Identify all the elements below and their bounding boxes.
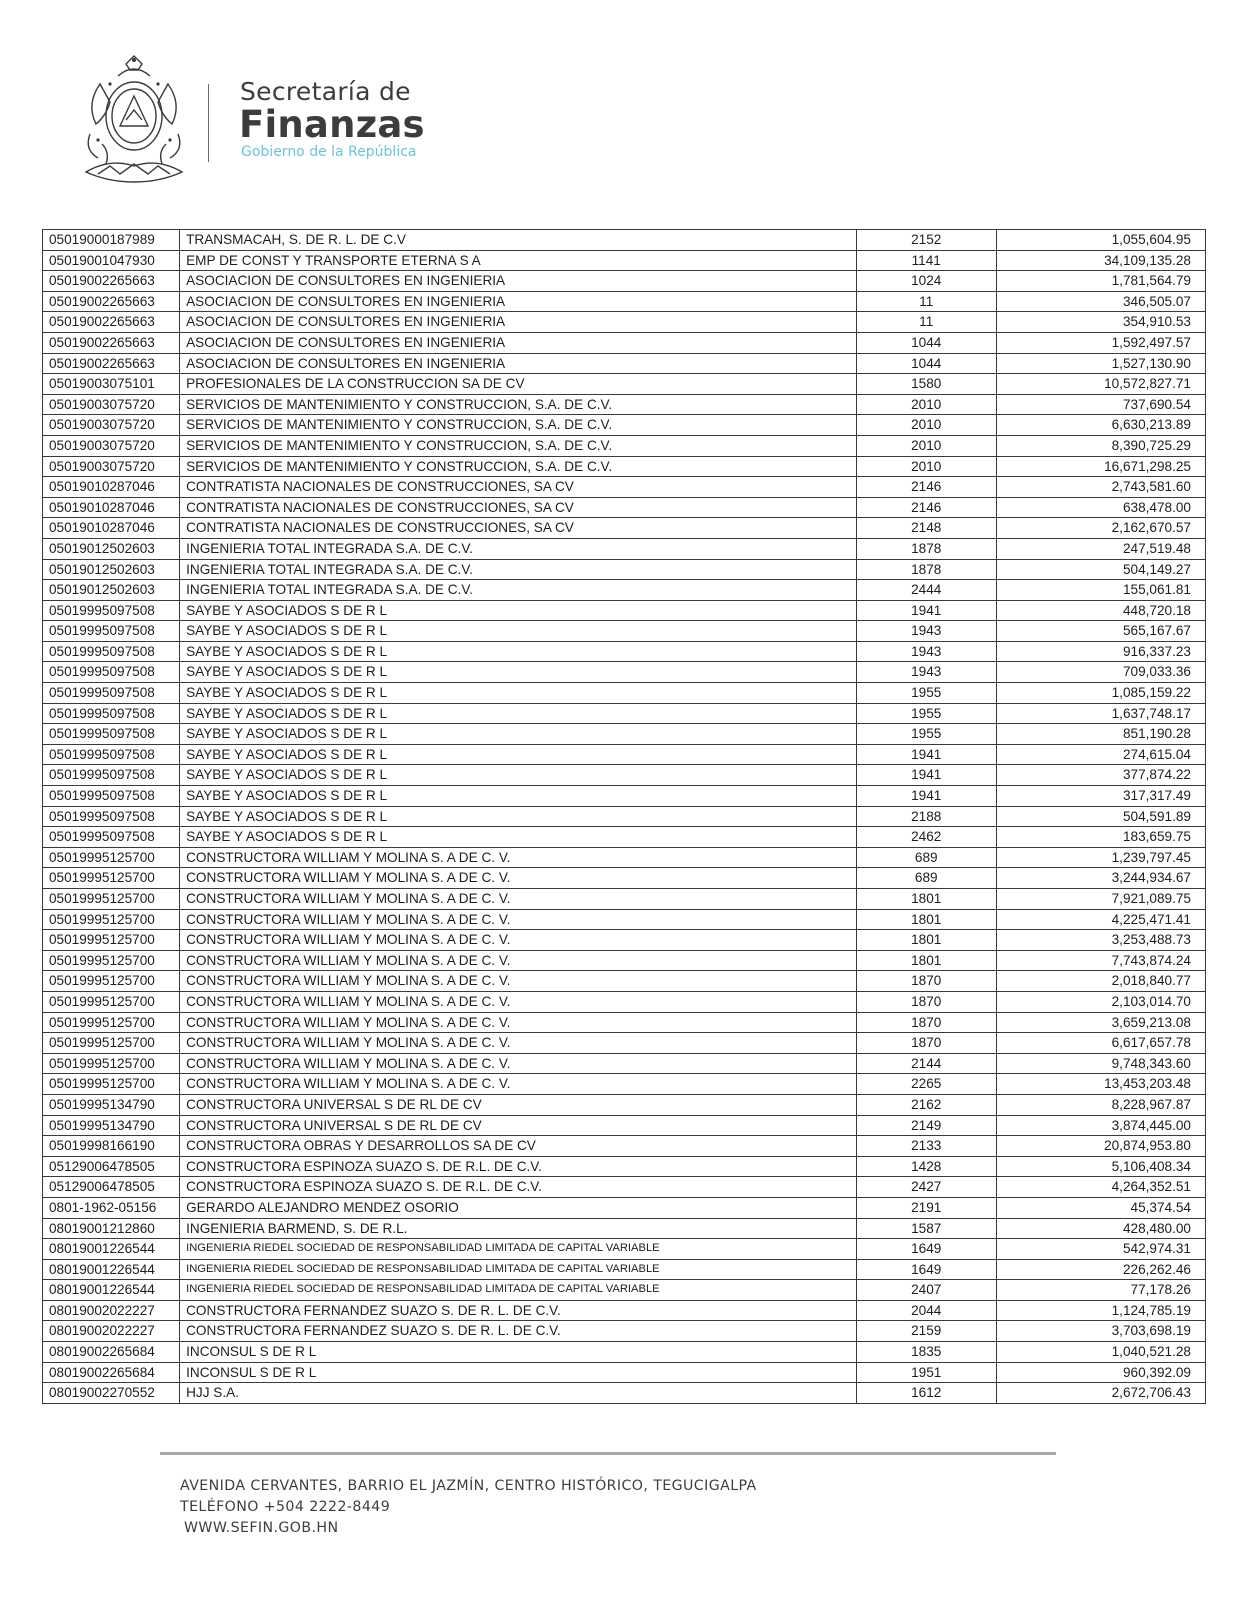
amount-cell: 2,018,840.77 — [996, 971, 1205, 992]
rtn-cell: 08019002270552 — [43, 1383, 180, 1404]
header-divider — [208, 84, 209, 162]
amount-cell: 709,033.36 — [996, 662, 1205, 683]
rtn-cell: 05019010287046 — [43, 497, 180, 518]
table-row — [43, 765, 1206, 786]
company-name-cell: INGENIERIA TOTAL INTEGRADA S.A. DE C.V. — [180, 580, 857, 601]
rtn-cell: 05019003075720 — [43, 394, 180, 415]
table-row — [43, 497, 1206, 518]
company-name-cell: ASOCIACION DE CONSULTORES EN INGENIERIA — [180, 271, 857, 292]
rtn-cell: 05019002265663 — [43, 353, 180, 374]
rtn-cell: 05019995134790 — [43, 1094, 180, 1115]
company-name-cell: CONSTRUCTORA WILLIAM Y MOLINA S. A DE C. V. — [180, 868, 857, 889]
code-cell: 1801 — [856, 950, 996, 971]
table-row — [43, 415, 1206, 436]
amount-cell: 960,392.09 — [996, 1362, 1205, 1383]
rtn-cell: 05019995097508 — [43, 786, 180, 807]
table-row — [43, 271, 1206, 292]
table-row — [43, 847, 1206, 868]
footer-divider — [160, 1452, 1056, 1455]
code-cell: 1955 — [856, 683, 996, 704]
rtn-cell: 05019010287046 — [43, 518, 180, 539]
code-cell: 1870 — [856, 971, 996, 992]
code-cell: 11 — [856, 291, 996, 312]
rtn-cell: 08019002265684 — [43, 1362, 180, 1383]
brand-line-1: Secretaría de — [240, 77, 411, 106]
amount-cell: 2,103,014.70 — [996, 991, 1205, 1012]
rtn-cell: 05129006478505 — [43, 1177, 180, 1198]
amount-cell: 2,162,670.57 — [996, 518, 1205, 539]
code-cell: 1580 — [856, 374, 996, 395]
company-name-cell: CONTRATISTA NACIONALES DE CONSTRUCCIONES, SA CV — [180, 518, 857, 539]
code-cell: 1649 — [856, 1239, 996, 1260]
rtn-cell: 05019002265663 — [43, 271, 180, 292]
code-cell: 1941 — [856, 744, 996, 765]
company-name-cell: CONSTRUCTORA FERNANDEZ SUAZO S. DE R. L. DE C.V. — [180, 1321, 857, 1342]
company-name-cell: INGENIERIA RIEDEL SOCIEDAD DE RESPONSABILIDAD LIMITADA DE CAPITAL VARIABLE — [180, 1280, 857, 1301]
table-row — [43, 1177, 1206, 1198]
amount-cell: 1,592,497.57 — [996, 332, 1205, 353]
code-cell: 1801 — [856, 909, 996, 930]
table-row — [43, 1383, 1206, 1404]
company-name-cell: EMP DE CONST Y TRANSPORTE ETERNA S A — [180, 250, 857, 271]
rtn-cell: 08019001226544 — [43, 1259, 180, 1280]
table-row — [43, 600, 1206, 621]
company-name-cell: CONSTRUCTORA WILLIAM Y MOLINA S. A DE C. V. — [180, 971, 857, 992]
amount-cell: 20,874,953.80 — [996, 1136, 1205, 1157]
rtn-cell: 05019995125700 — [43, 1074, 180, 1095]
company-name-cell: CONSTRUCTORA FERNANDEZ SUAZO S. DE R. L. DE C.V. — [180, 1300, 857, 1321]
rtn-cell: 05019003075101 — [43, 374, 180, 395]
amount-cell: 565,167.67 — [996, 621, 1205, 642]
table-row — [43, 332, 1206, 353]
amount-cell: 737,690.54 — [996, 394, 1205, 415]
code-cell: 1941 — [856, 765, 996, 786]
company-name-cell: CONSTRUCTORA WILLIAM Y MOLINA S. A DE C. V. — [180, 909, 857, 930]
code-cell: 1044 — [856, 353, 996, 374]
footer-address: AVENIDA CERVANTES, BARRIO EL JAZMÍN, CENTRO HISTÓRICO, TEGUCIGALPA — [180, 1478, 757, 1494]
rtn-cell: 05019012502603 — [43, 538, 180, 559]
amount-cell: 5,106,408.34 — [996, 1156, 1205, 1177]
rtn-cell: 05019995097508 — [43, 744, 180, 765]
amount-cell: 6,630,213.89 — [996, 415, 1205, 436]
rtn-cell: 05019995097508 — [43, 765, 180, 786]
rtn-cell: 05019995125700 — [43, 847, 180, 868]
table-row — [43, 435, 1206, 456]
amount-cell: 916,337.23 — [996, 641, 1205, 662]
rtn-cell: 05019995097508 — [43, 662, 180, 683]
table-row — [43, 683, 1206, 704]
table-row — [43, 1033, 1206, 1054]
company-name-cell: CONSTRUCTORA UNIVERSAL S DE RL DE CV — [180, 1115, 857, 1136]
rtn-cell: 05019995125700 — [43, 1053, 180, 1074]
company-name-cell: SAYBE Y ASOCIADOS S DE R L — [180, 827, 857, 848]
rtn-cell: 05019995125700 — [43, 909, 180, 930]
table-row — [43, 1280, 1206, 1301]
rtn-cell: 05129006478505 — [43, 1156, 180, 1177]
rtn-cell: 08019002265684 — [43, 1342, 180, 1363]
amount-cell: 8,228,967.87 — [996, 1094, 1205, 1115]
rtn-cell: 05019995125700 — [43, 868, 180, 889]
amount-cell: 155,061.81 — [996, 580, 1205, 601]
table-row — [43, 786, 1206, 807]
table-row — [43, 1012, 1206, 1033]
code-cell: 2149 — [856, 1115, 996, 1136]
code-cell: 2188 — [856, 806, 996, 827]
table-row — [43, 889, 1206, 910]
table-row — [43, 580, 1206, 601]
code-cell: 1943 — [856, 662, 996, 683]
table-body — [43, 230, 1206, 1404]
amount-cell: 1,055,604.95 — [996, 230, 1205, 251]
footer-phone: TELÉFONO +504 2222-8449 — [180, 1499, 391, 1515]
amount-cell: 3,703,698.19 — [996, 1321, 1205, 1342]
rtn-cell: 05019995097508 — [43, 600, 180, 621]
company-name-cell: SAYBE Y ASOCIADOS S DE R L — [180, 600, 857, 621]
code-cell: 1649 — [856, 1259, 996, 1280]
company-name-cell: GERARDO ALEJANDRO MENDEZ OSORIO — [180, 1197, 857, 1218]
amount-cell: 7,743,874.24 — [996, 950, 1205, 971]
code-cell: 2010 — [856, 435, 996, 456]
code-cell: 1955 — [856, 703, 996, 724]
code-cell: 2146 — [856, 497, 996, 518]
rtn-cell: 05019012502603 — [43, 559, 180, 580]
amount-cell: 274,615.04 — [996, 744, 1205, 765]
amount-cell: 1,085,159.22 — [996, 683, 1205, 704]
table-row — [43, 1239, 1206, 1260]
code-cell: 11 — [856, 312, 996, 333]
rtn-cell: 05019998166190 — [43, 1136, 180, 1157]
company-name-cell: CONSTRUCTORA WILLIAM Y MOLINA S. A DE C. V. — [180, 1074, 857, 1095]
company-name-cell: ASOCIACION DE CONSULTORES EN INGENIERIA — [180, 291, 857, 312]
company-name-cell: TRANSMACAH, S. DE R. L. DE C.V — [180, 230, 857, 251]
company-name-cell: SERVICIOS DE MANTENIMIENTO Y CONSTRUCCION, S.A. DE C.V. — [180, 435, 857, 456]
table-row — [43, 744, 1206, 765]
table-row — [43, 538, 1206, 559]
table-row — [43, 1218, 1206, 1239]
rtn-cell: 05019003075720 — [43, 415, 180, 436]
company-name-cell: CONSTRUCTORA OBRAS Y DESARROLLOS SA DE CV — [180, 1136, 857, 1157]
table-row — [43, 1259, 1206, 1280]
table-row — [43, 1053, 1206, 1074]
code-cell: 2010 — [856, 415, 996, 436]
table-row — [43, 806, 1206, 827]
table-row — [43, 930, 1206, 951]
rtn-cell: 05019995097508 — [43, 724, 180, 745]
code-cell: 2444 — [856, 580, 996, 601]
code-cell: 1878 — [856, 538, 996, 559]
company-name-cell: HJJ S.A. — [180, 1383, 857, 1404]
table-row — [43, 477, 1206, 498]
table-row — [43, 1321, 1206, 1342]
amount-cell: 2,743,581.60 — [996, 477, 1205, 498]
code-cell: 1941 — [856, 600, 996, 621]
company-name-cell: SAYBE Y ASOCIADOS S DE R L — [180, 621, 857, 642]
code-cell: 1024 — [856, 271, 996, 292]
company-name-cell: CONSTRUCTORA ESPINOZA SUAZO S. DE R.L. DE C.V. — [180, 1177, 857, 1198]
company-name-cell: SAYBE Y ASOCIADOS S DE R L — [180, 744, 857, 765]
company-name-cell: INGENIERIA TOTAL INTEGRADA S.A. DE C.V. — [180, 538, 857, 559]
table-row — [43, 374, 1206, 395]
amount-cell: 10,572,827.71 — [996, 374, 1205, 395]
company-name-cell: INGENIERIA RIEDEL SOCIEDAD DE RESPONSABILIDAD LIMITADA DE CAPITAL VARIABLE — [180, 1259, 857, 1280]
rtn-cell: 05019995097508 — [43, 621, 180, 642]
amount-cell: 542,974.31 — [996, 1239, 1205, 1260]
rtn-cell: 05019995125700 — [43, 950, 180, 971]
company-name-cell: CONSTRUCTORA WILLIAM Y MOLINA S. A DE C. V. — [180, 950, 857, 971]
company-name-cell: SAYBE Y ASOCIADOS S DE R L — [180, 806, 857, 827]
table-row — [43, 703, 1206, 724]
company-name-cell: CONSTRUCTORA WILLIAM Y MOLINA S. A DE C. V. — [180, 1053, 857, 1074]
table-row — [43, 868, 1206, 889]
rtn-cell: 05019002265663 — [43, 312, 180, 333]
company-name-cell: CONSTRUCTORA WILLIAM Y MOLINA S. A DE C. V. — [180, 847, 857, 868]
code-cell: 1428 — [856, 1156, 996, 1177]
amount-cell: 9,748,343.60 — [996, 1053, 1205, 1074]
amount-cell: 3,253,488.73 — [996, 930, 1205, 951]
rtn-cell: 05019995125700 — [43, 1012, 180, 1033]
table-row — [43, 641, 1206, 662]
table-row — [43, 991, 1206, 1012]
amount-cell: 247,519.48 — [996, 538, 1205, 559]
rtn-cell: 05019000187989 — [43, 230, 180, 251]
company-name-cell: CONSTRUCTORA ESPINOZA SUAZO S. DE R.L. DE C.V. — [180, 1156, 857, 1177]
amount-cell: 7,921,089.75 — [996, 889, 1205, 910]
table-row — [43, 724, 1206, 745]
code-cell: 1870 — [856, 1033, 996, 1054]
table-row — [43, 621, 1206, 642]
code-cell: 1878 — [856, 559, 996, 580]
company-name-cell: SERVICIOS DE MANTENIMIENTO Y CONSTRUCCION, S.A. DE C.V. — [180, 415, 857, 436]
company-name-cell: SAYBE Y ASOCIADOS S DE R L — [180, 683, 857, 704]
company-name-cell: CONSTRUCTORA WILLIAM Y MOLINA S. A DE C. V. — [180, 1033, 857, 1054]
amount-cell: 354,910.53 — [996, 312, 1205, 333]
brand-subtitle: Gobierno de la República — [241, 144, 417, 160]
rtn-cell: 08019002022227 — [43, 1300, 180, 1321]
table-row — [43, 950, 1206, 971]
rtn-cell: 05019995125700 — [43, 930, 180, 951]
code-cell: 1141 — [856, 250, 996, 271]
company-name-cell: CONSTRUCTORA WILLIAM Y MOLINA S. A DE C. V. — [180, 991, 857, 1012]
code-cell: 2152 — [856, 230, 996, 251]
amount-cell: 13,453,203.48 — [996, 1074, 1205, 1095]
code-cell: 2010 — [856, 456, 996, 477]
rtn-cell: 05019995097508 — [43, 641, 180, 662]
table-row — [43, 827, 1206, 848]
amount-cell: 34,109,135.28 — [996, 250, 1205, 271]
amount-cell: 504,591.89 — [996, 806, 1205, 827]
table-row — [43, 353, 1206, 374]
code-cell: 1951 — [856, 1362, 996, 1383]
amount-cell: 77,178.26 — [996, 1280, 1205, 1301]
amount-cell: 1,124,785.19 — [996, 1300, 1205, 1321]
rtn-cell: 05019995097508 — [43, 806, 180, 827]
amount-cell: 16,671,298.25 — [996, 456, 1205, 477]
code-cell: 1941 — [856, 786, 996, 807]
company-name-cell: SAYBE Y ASOCIADOS S DE R L — [180, 641, 857, 662]
table-row — [43, 1342, 1206, 1363]
amount-cell: 6,617,657.78 — [996, 1033, 1205, 1054]
amount-cell: 638,478.00 — [996, 497, 1205, 518]
code-cell: 1955 — [856, 724, 996, 745]
company-name-cell: INGENIERIA BARMEND, S. DE R.L. — [180, 1218, 857, 1239]
company-name-cell: SAYBE Y ASOCIADOS S DE R L — [180, 765, 857, 786]
table-row — [43, 518, 1206, 539]
code-cell: 2146 — [856, 477, 996, 498]
amount-cell: 851,190.28 — [996, 724, 1205, 745]
amount-cell: 504,149.27 — [996, 559, 1205, 580]
amount-cell: 1,527,130.90 — [996, 353, 1205, 374]
code-cell: 2144 — [856, 1053, 996, 1074]
amount-cell: 1,781,564.79 — [996, 271, 1205, 292]
table-row — [43, 1156, 1206, 1177]
amount-cell: 3,659,213.08 — [996, 1012, 1205, 1033]
table-row — [43, 394, 1206, 415]
company-name-cell: ASOCIACION DE CONSULTORES EN INGENIERIA — [180, 312, 857, 333]
rtn-cell: 05019002265663 — [43, 332, 180, 353]
table-row — [43, 291, 1206, 312]
company-name-cell: CONSTRUCTORA WILLIAM Y MOLINA S. A DE C. V. — [180, 1012, 857, 1033]
code-cell: 1835 — [856, 1342, 996, 1363]
table-row — [43, 1115, 1206, 1136]
code-cell: 1044 — [856, 332, 996, 353]
company-name-cell: SERVICIOS DE MANTENIMIENTO Y CONSTRUCCION, S.A. DE C.V. — [180, 394, 857, 415]
contractor-payments-table — [42, 229, 1206, 1404]
table-row — [43, 909, 1206, 930]
amount-cell: 428,480.00 — [996, 1218, 1205, 1239]
company-name-cell: INCONSUL S DE R L — [180, 1362, 857, 1383]
code-cell: 1943 — [856, 641, 996, 662]
code-cell: 1870 — [856, 991, 996, 1012]
rtn-cell: 05019995125700 — [43, 971, 180, 992]
company-name-cell: SAYBE Y ASOCIADOS S DE R L — [180, 724, 857, 745]
company-name-cell: CONSTRUCTORA WILLIAM Y MOLINA S. A DE C. V. — [180, 930, 857, 951]
amount-cell: 8,390,725.29 — [996, 435, 1205, 456]
amount-cell: 346,505.07 — [996, 291, 1205, 312]
company-name-cell: INGENIERIA RIEDEL SOCIEDAD DE RESPONSABILIDAD LIMITADA DE CAPITAL VARIABLE — [180, 1239, 857, 1260]
code-cell: 689 — [856, 868, 996, 889]
code-cell: 2044 — [856, 1300, 996, 1321]
amount-cell: 448,720.18 — [996, 600, 1205, 621]
code-cell: 2407 — [856, 1280, 996, 1301]
code-cell: 2462 — [856, 827, 996, 848]
rtn-cell: 05019010287046 — [43, 477, 180, 498]
company-name-cell: CONTRATISTA NACIONALES DE CONSTRUCCIONES, SA CV — [180, 497, 857, 518]
company-name-cell: PROFESIONALES DE LA CONSTRUCCION SA DE CV — [180, 374, 857, 395]
amount-cell: 3,244,934.67 — [996, 868, 1205, 889]
brand-title: Finanzas — [239, 103, 425, 146]
code-cell: 2148 — [856, 518, 996, 539]
code-cell: 2133 — [856, 1136, 996, 1157]
rtn-cell: 05019995097508 — [43, 703, 180, 724]
code-cell: 1943 — [856, 621, 996, 642]
code-cell: 2427 — [856, 1177, 996, 1198]
rtn-cell: 05019995134790 — [43, 1115, 180, 1136]
rtn-cell: 05019002265663 — [43, 291, 180, 312]
company-name-cell: SAYBE Y ASOCIADOS S DE R L — [180, 786, 857, 807]
rtn-cell: 05019995125700 — [43, 991, 180, 1012]
rtn-cell: 0801-1962-05156 — [43, 1197, 180, 1218]
code-cell: 2159 — [856, 1321, 996, 1342]
amount-cell: 317,317.49 — [996, 786, 1205, 807]
code-cell: 1612 — [856, 1383, 996, 1404]
amount-cell: 226,262.46 — [996, 1259, 1205, 1280]
company-name-cell: CONSTRUCTORA WILLIAM Y MOLINA S. A DE C. V. — [180, 889, 857, 910]
table-row — [43, 1094, 1206, 1115]
table-row — [43, 250, 1206, 271]
company-name-cell: INGENIERIA TOTAL INTEGRADA S.A. DE C.V. — [180, 559, 857, 580]
rtn-cell: 05019001047930 — [43, 250, 180, 271]
code-cell: 2162 — [856, 1094, 996, 1115]
rtn-cell: 05019003075720 — [43, 456, 180, 477]
company-name-cell: SAYBE Y ASOCIADOS S DE R L — [180, 662, 857, 683]
footer-website: WWW.SEFIN.GOB.HN — [184, 1520, 339, 1536]
table-row — [43, 1362, 1206, 1383]
code-cell: 1870 — [856, 1012, 996, 1033]
code-cell: 689 — [856, 847, 996, 868]
amount-cell: 4,264,352.51 — [996, 1177, 1205, 1198]
rtn-cell: 05019003075720 — [43, 435, 180, 456]
amount-cell: 4,225,471.41 — [996, 909, 1205, 930]
rtn-cell: 05019995097508 — [43, 827, 180, 848]
company-name-cell: INCONSUL S DE R L — [180, 1342, 857, 1363]
code-cell: 1801 — [856, 930, 996, 951]
table-row — [43, 1136, 1206, 1157]
amount-cell: 183,659.75 — [996, 827, 1205, 848]
rtn-cell: 08019002022227 — [43, 1321, 180, 1342]
table-row — [43, 456, 1206, 477]
rtn-cell: 08019001212860 — [43, 1218, 180, 1239]
code-cell: 2010 — [856, 394, 996, 415]
amount-cell: 377,874.22 — [996, 765, 1205, 786]
company-name-cell: SERVICIOS DE MANTENIMIENTO Y CONSTRUCCION, S.A. DE C.V. — [180, 456, 857, 477]
table-row — [43, 1300, 1206, 1321]
table-row — [43, 971, 1206, 992]
amount-cell: 3,874,445.00 — [996, 1115, 1205, 1136]
company-name-cell: SAYBE Y ASOCIADOS S DE R L — [180, 703, 857, 724]
table-row — [43, 312, 1206, 333]
company-name-cell: CONSTRUCTORA UNIVERSAL S DE RL DE CV — [180, 1094, 857, 1115]
table-row — [43, 559, 1206, 580]
rtn-cell: 05019995125700 — [43, 1033, 180, 1054]
rtn-cell: 08019001226544 — [43, 1239, 180, 1260]
code-cell: 2265 — [856, 1074, 996, 1095]
company-name-cell: ASOCIACION DE CONSULTORES EN INGENIERIA — [180, 332, 857, 353]
rtn-cell: 05019012502603 — [43, 580, 180, 601]
rtn-cell: 08019001226544 — [43, 1280, 180, 1301]
amount-cell: 45,374.54 — [996, 1197, 1205, 1218]
coat-of-arms-seal — [80, 54, 188, 188]
table-row — [43, 1197, 1206, 1218]
table-row — [43, 662, 1206, 683]
company-name-cell: ASOCIACION DE CONSULTORES EN INGENIERIA — [180, 353, 857, 374]
amount-cell: 1,239,797.45 — [996, 847, 1205, 868]
company-name-cell: CONTRATISTA NACIONALES DE CONSTRUCCIONES, SA CV — [180, 477, 857, 498]
amount-cell: 1,637,748.17 — [996, 703, 1205, 724]
amount-cell: 2,672,706.43 — [996, 1383, 1205, 1404]
table-row — [43, 1074, 1206, 1095]
code-cell: 1801 — [856, 889, 996, 910]
code-cell: 1587 — [856, 1218, 996, 1239]
amount-cell: 1,040,521.28 — [996, 1342, 1205, 1363]
table-row — [43, 230, 1206, 251]
rtn-cell: 05019995125700 — [43, 889, 180, 910]
rtn-cell: 05019995097508 — [43, 683, 180, 704]
code-cell: 2191 — [856, 1197, 996, 1218]
